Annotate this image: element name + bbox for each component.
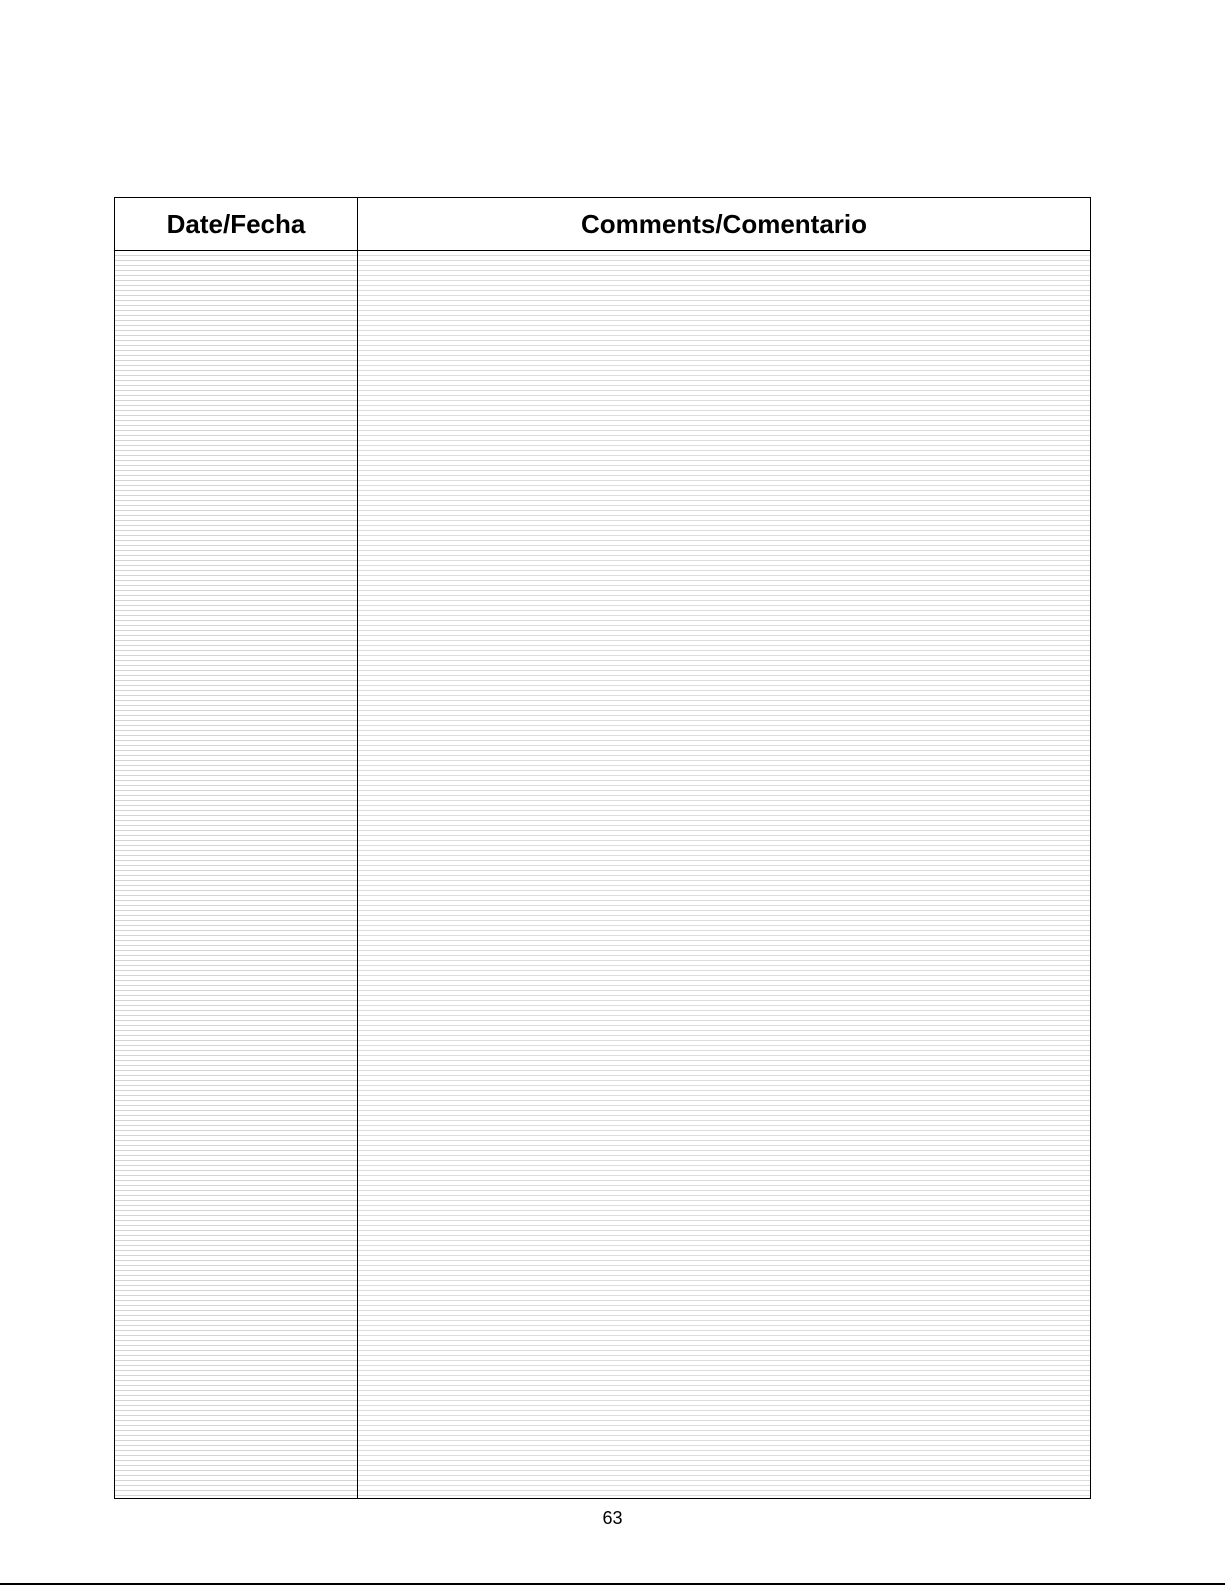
- comments-log-table: [114, 197, 1091, 1499]
- comments-entry-area: [358, 251, 1090, 1498]
- comments-column-header: Comments/Comentario: [358, 198, 1090, 251]
- date-column-header: Date/Fecha: [115, 198, 358, 251]
- date-entry-area: [115, 251, 358, 1498]
- page-number: 63: [602, 1508, 623, 1528]
